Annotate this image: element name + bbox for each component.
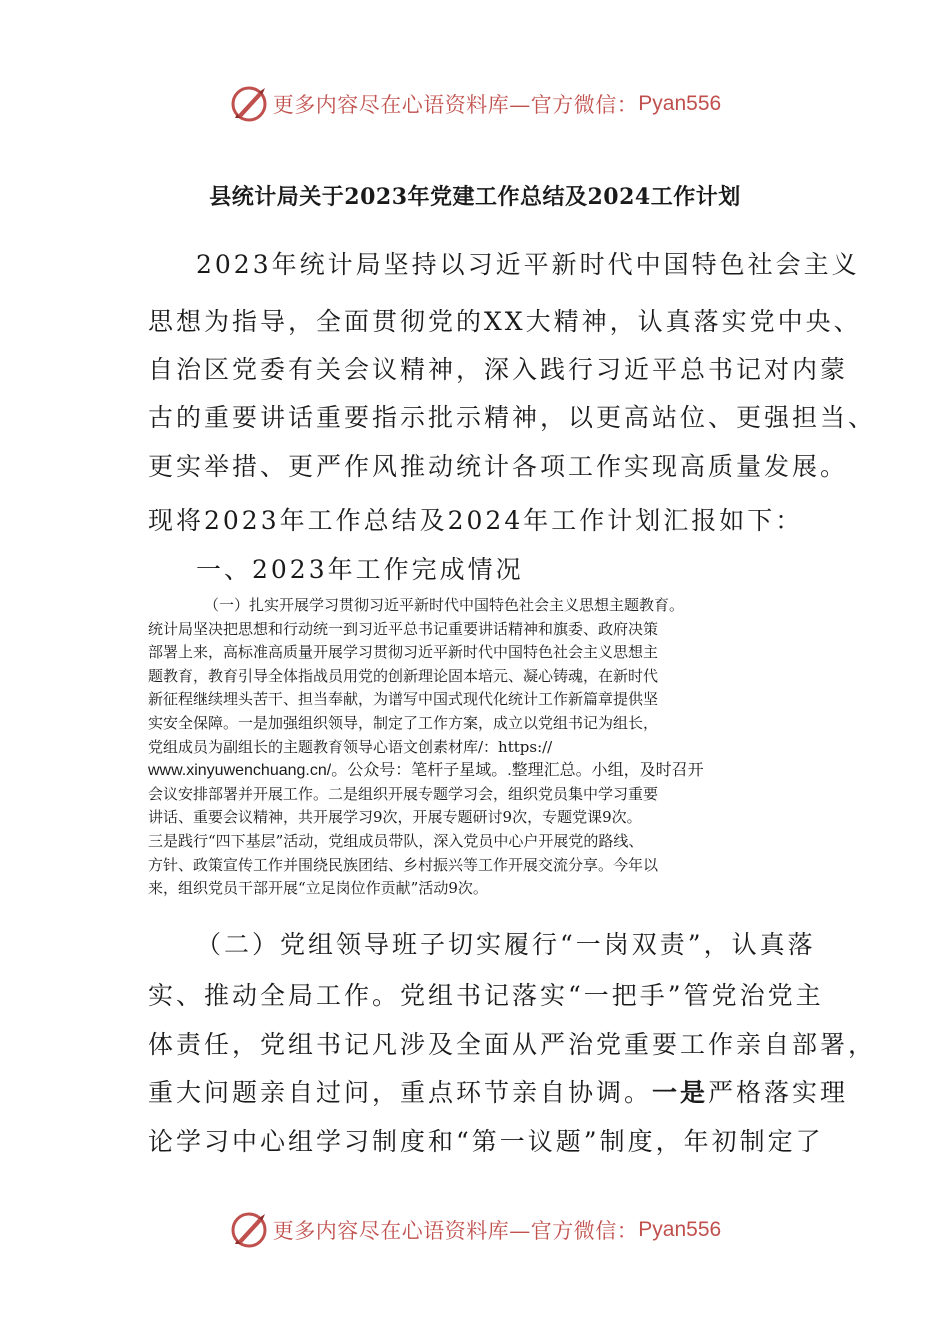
small-line: 三是践行“四下基层”活动，党组成员带队，深入党员中心户开展党的路线、 xyxy=(148,831,644,850)
section2-line-continuation: 严格落实理 xyxy=(708,1078,849,1107)
watermark-wechat-id: Pyan556 xyxy=(638,1218,722,1241)
quill-logo-icon xyxy=(229,1210,269,1250)
small-line: 来，组织党员干部开展“立足岗位作贡献”活动9次。 xyxy=(148,879,488,898)
small-line-url: www.xinyuwenchuang.cn/。公众号：笔杆子星域。.整理汇总。小组，及时召开 xyxy=(148,762,704,780)
section2-line: 实、推动全局工作。党组书记落实“一把手”管党治党主 xyxy=(148,981,824,1010)
watermark-header xyxy=(0,84,950,124)
watermark-text: 更多内容尽在心语资料库—官方微信： xyxy=(272,93,639,117)
intro-line: 更实举措、更严作风推动统计各项工作实现高质量发展。 xyxy=(148,452,849,481)
small-line: 党组成员为副组长的主题教育领导心语文创素材库/：https:// xyxy=(148,737,553,756)
small-line: （一）扎实开展学习贯彻习近平新时代中国特色社会主义思想主题教育。 xyxy=(204,596,685,614)
watermark-text: 更多内容尽在心语资料库—官方微信： xyxy=(272,1219,639,1243)
small-line: 方针、政策宣传工作并围绕民族团结、乡村振兴等工作开展交流分享。今年以 xyxy=(148,855,659,874)
bold-phrase: 一是 xyxy=(652,1078,709,1107)
section2-line-mixed xyxy=(148,1078,848,1108)
small-line: 讲话、重要会议精神，共开展学习9次，开展专题研讨9次，专题党课9次。 xyxy=(148,808,642,827)
section-heading: 一、2023年工作完成情况 xyxy=(196,555,524,584)
intro-line: 2023年统计局坚持以习近平新时代中国特色社会主义 xyxy=(196,250,860,279)
intro-line: 思想为指导，全面贯彻党的XX大精神，认真落实党中央、 xyxy=(148,307,862,336)
section2-line: 论学习中心组学习制度和“第一议题”制度，年初制定了 xyxy=(148,1127,824,1156)
small-line: 会议安排部署并开展工作。二是组织开展专题学习会，组织党员集中学习重要 xyxy=(148,784,659,803)
document-title: 县统计局关于2023年党建工作总结及2024工作计划 xyxy=(209,184,741,210)
quill-logo-icon xyxy=(229,84,269,124)
intro-line: 自治区党委有关会议精神，深入践行习近平总书记对内蒙 xyxy=(148,355,849,384)
intro-line: 现将2023年工作总结及2024年工作计划汇报如下： xyxy=(148,506,804,535)
small-paragraph xyxy=(148,594,808,901)
small-line: 题教育，教育引导全体指战员用党的创新理论固本培元、凝心铸魂，在新时代 xyxy=(148,666,659,685)
small-line: 部署上来，高标准高质量开展学习贯彻习近平新时代中国特色社会主义思想主 xyxy=(148,643,659,662)
section2-line: 重大问题亲自过问，重点环节亲自协调。 xyxy=(148,1078,653,1107)
section2-line: （二）党组领导班子切实履行“一岗双责”，认真落 xyxy=(196,930,816,959)
watermark-footer xyxy=(0,1210,950,1250)
small-line: 统计局坚决把思想和行动统一到习近平总书记重要讲话精神和旗委、政府决策 xyxy=(148,619,659,638)
intro-line: 古的重要讲话重要指示批示精神，以更高站位、更强担当、 xyxy=(148,403,877,432)
watermark-wechat-id: Pyan556 xyxy=(638,92,722,115)
small-line: 新征程继续埋头苦干、担当奉献，为谱写中国式现代化统计工作新篇章提供坚 xyxy=(148,690,659,709)
section2-line: 体责任，党组书记凡涉及全面从严治党重要工作亲自部署， xyxy=(148,1030,877,1059)
small-line: 实安全保障。一是加强组织领导，制定了工作方案，成立以党组书记为组长， xyxy=(148,713,659,732)
